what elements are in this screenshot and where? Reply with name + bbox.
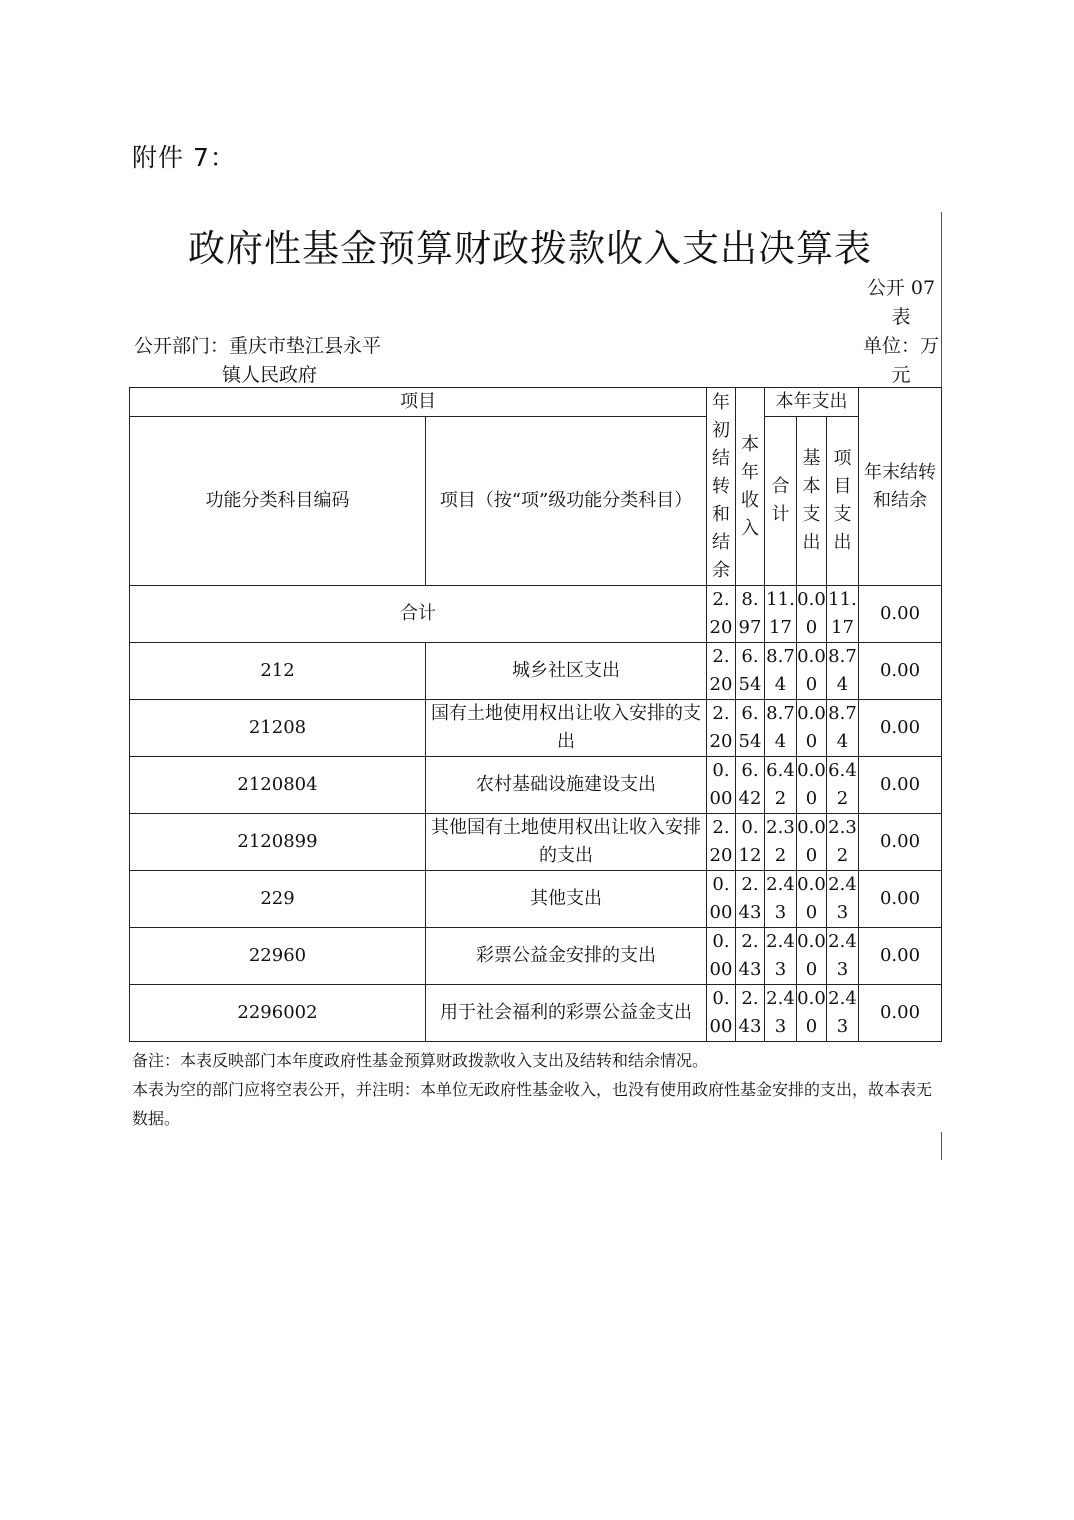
page-edge-line-bottom: [941, 1132, 942, 1160]
cell-project: 6.42: [827, 757, 859, 814]
cell-closing: 0.00: [859, 586, 942, 643]
cell-project: 2.43: [827, 871, 859, 928]
cell-closing: 0.00: [859, 700, 942, 757]
notes: [132, 1046, 944, 1133]
cell-basic: 0.00: [797, 757, 827, 814]
cell-income: 2.43: [736, 985, 765, 1042]
department-line-1: 公开部门：重庆市垫江县永平: [134, 335, 382, 357]
note-line-1: 备注：本表反映部门本年度政府性基金预算财政拨款收入支出及结转和结余情况。: [132, 1051, 709, 1070]
header-project: 项目支出: [827, 417, 859, 586]
cell-opening: 0.00: [707, 985, 736, 1042]
cell-project: 8.74: [827, 643, 859, 700]
cell-item: 城乡社区支出: [426, 643, 707, 700]
table-row: [130, 871, 942, 928]
cell-opening: 2.20: [707, 700, 736, 757]
cell-closing: 0.00: [859, 985, 942, 1042]
cell-total: 8.74: [765, 700, 797, 757]
total-label: 合计: [130, 586, 707, 643]
cell-project: 2.32: [827, 814, 859, 871]
department-label: [134, 332, 424, 390]
form-number: 公开 07 表: [866, 277, 936, 328]
cell-code: 21208: [130, 700, 426, 757]
cell-code: 2120804: [130, 757, 426, 814]
cell-code: 22960: [130, 928, 426, 985]
cell-opening: 2.20: [707, 643, 736, 700]
cell-basic: 0.00: [797, 586, 827, 643]
cell-opening: 0.00: [707, 757, 736, 814]
cell-code: 212: [130, 643, 426, 700]
cell-income: 6.54: [736, 700, 765, 757]
cell-closing: 0.00: [859, 871, 942, 928]
cell-basic: 0.00: [797, 871, 827, 928]
budget-table: [129, 387, 942, 1042]
cell-item: 彩票公益金安排的支出: [426, 928, 707, 985]
cell-total: 6.42: [765, 757, 797, 814]
header-total: 合计: [765, 417, 797, 586]
cell-basic: 0.00: [797, 700, 827, 757]
header-income: 本年收入: [736, 388, 765, 586]
cell-item: 国有土地使用权出让收入安排的支出: [426, 700, 707, 757]
cell-item: 农村基础设施建设支出: [426, 757, 707, 814]
table-row: [130, 928, 942, 985]
header-code: 功能分类科目编码: [130, 417, 426, 586]
cell-total: 2.43: [765, 985, 797, 1042]
header-item-group: 项目: [130, 388, 707, 417]
table-row: [130, 814, 942, 871]
cell-total: 8.74: [765, 643, 797, 700]
cell-income: 0.12: [736, 814, 765, 871]
table-row: [130, 643, 942, 700]
cell-closing: 0.00: [859, 814, 942, 871]
header-opening: 年初结转和结余: [707, 388, 736, 586]
cell-project: 2.43: [827, 928, 859, 985]
cell-project: 11.17: [827, 586, 859, 643]
cell-income: 8.97: [736, 586, 765, 643]
cell-total: 2.43: [765, 871, 797, 928]
unit-label: 单位：万元: [862, 335, 939, 386]
cell-basic: 0.00: [797, 814, 827, 871]
department-line-2: 镇人民政府: [222, 364, 318, 386]
header-item: 项目（按“项”级功能分类科目）: [426, 417, 707, 586]
cell-code: 229: [130, 871, 426, 928]
cell-item: 用于社会福利的彩票公益金支出: [426, 985, 707, 1042]
cell-total: 11.17: [765, 586, 797, 643]
cell-total: 2.43: [765, 928, 797, 985]
cell-opening: 2.20: [707, 586, 736, 643]
page-edge-line-top: [941, 212, 942, 387]
note-line-2: 本表为空的部门应将空表公开，并注明：本单位无政府性基金收入，也没有使用政府性基金安排的支出，故本表无数据。: [132, 1080, 933, 1128]
cell-total: 2.32: [765, 814, 797, 871]
cell-opening: 2.20: [707, 814, 736, 871]
cell-opening: 0.00: [707, 928, 736, 985]
cell-opening: 0.00: [707, 871, 736, 928]
cell-income: 2.43: [736, 928, 765, 985]
cell-income: 6.54: [736, 643, 765, 700]
cell-income: 2.43: [736, 871, 765, 928]
table-row: [130, 757, 942, 814]
cell-code: 2120899: [130, 814, 426, 871]
table-total-row: [130, 586, 942, 643]
cell-basic: 0.00: [797, 928, 827, 985]
header-expense-group: 本年支出: [765, 388, 859, 417]
cell-item: 其他国有土地使用权出让收入安排的支出: [426, 814, 707, 871]
cell-basic: 0.00: [797, 643, 827, 700]
cell-item: 其他支出: [426, 871, 707, 928]
table-row: [130, 985, 942, 1042]
cell-code: 2296002: [130, 985, 426, 1042]
cell-closing: 0.00: [859, 643, 942, 700]
cell-income: 6.42: [736, 757, 765, 814]
table-row: [130, 700, 942, 757]
attachment-label: 附件 7：: [132, 143, 236, 172]
header-basic: 基本支出: [797, 417, 827, 586]
cell-project: 8.74: [827, 700, 859, 757]
cell-basic: 0.00: [797, 985, 827, 1042]
cell-project: 2.43: [827, 985, 859, 1042]
header-closing: 年末结转和结余: [859, 388, 942, 586]
cell-closing: 0.00: [859, 757, 942, 814]
page-title: 政府性基金预算财政拨款收入支出决算表: [188, 227, 872, 270]
cell-closing: 0.00: [859, 928, 942, 985]
